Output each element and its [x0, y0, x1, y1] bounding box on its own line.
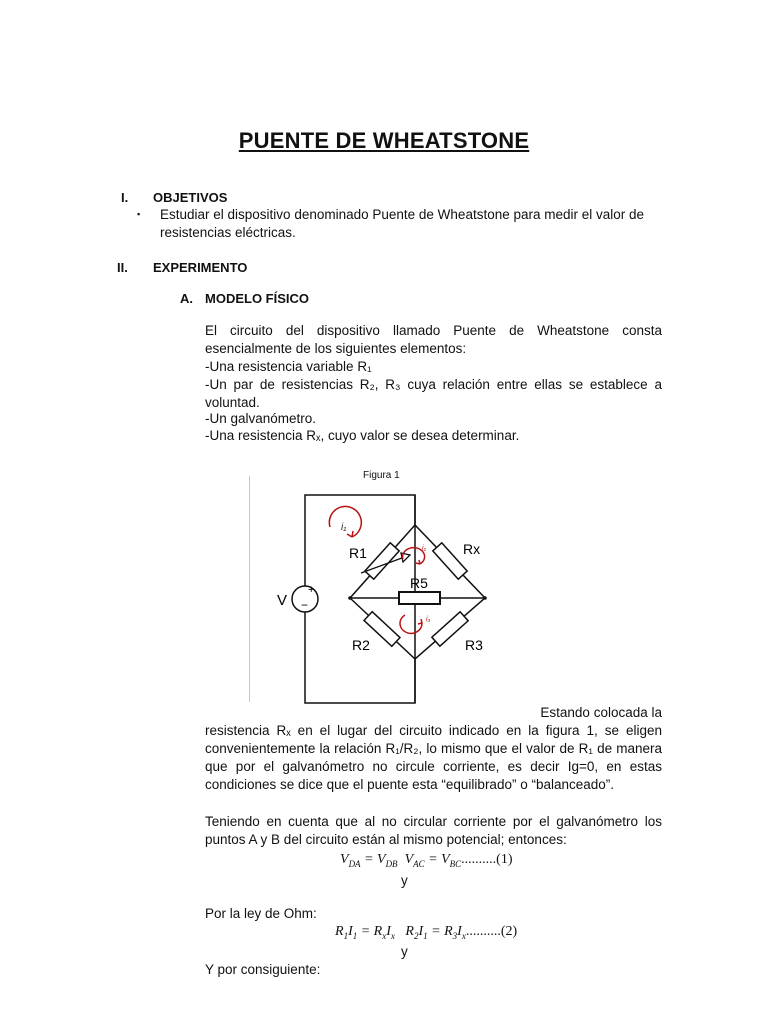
section-number-1: I.: [121, 190, 129, 205]
page-title: PUENTE DE WHEATSTONE: [238, 128, 530, 153]
element-resistor-pair: -Un par de resistencias R₂, R₃ cuya relación entre ellas se establece a voluntad.: [205, 377, 662, 410]
ohm-law-label: Por la ley de Ohm:: [205, 906, 317, 921]
current-label-1: i₁: [341, 522, 347, 533]
equation-1: $V_{DA} = V_{DB}$ $V_{AC} = V_{BC}..........(1)$: [340, 852, 513, 869]
objective-line-1: Estudiar el dispositivo denominado Puente de Wheatstone para medir el valor de: [160, 207, 645, 222]
bullet-icon: ▪: [137, 209, 141, 219]
subsection-letter-a: A.: [180, 291, 193, 306]
label-r2: R2: [352, 637, 370, 653]
resistor-r5-icon: [399, 592, 440, 604]
label-r5: R5: [410, 575, 428, 591]
figure-margin-rule: [249, 476, 250, 702]
current-label-3: i₃: [426, 616, 431, 623]
section-number-2: II.: [117, 260, 128, 275]
voltage-label: V: [277, 592, 288, 609]
current-label-2: i₂: [422, 545, 427, 552]
model-intro-paragraph: El circuito del dispositivo llamado Puente de Wheatstone consta esencialmente de los siguientes elementos:: [205, 323, 662, 356]
conjunction-y-1: y: [401, 873, 408, 888]
conclusion-label: Y por consiguiente:: [205, 962, 321, 977]
element-variable-resistor: -Una resistencia variable R₁: [205, 359, 372, 374]
label-r3: R3: [465, 637, 483, 653]
paragraph-2-body: Teniendo en cuenta que al no circular corriente por el galvanómetro los puntos A y B del circuito están al mismo potencial; entonces:: [205, 814, 662, 847]
section-heading-experimento: EXPERIMENTO: [153, 260, 248, 275]
equation-2: $R_1I_1 = R_xI_x$ $R_2I_1 = R_3I_x..........(2)$: [335, 924, 518, 941]
minus-sign: −: [301, 598, 309, 612]
element-galvanometer: -Un galvanómetro.: [205, 411, 317, 426]
paragraph-1-start: Estando colocada la: [540, 705, 662, 720]
plus-sign: +: [308, 584, 315, 596]
section-heading-objetivos: OBJETIVOS: [153, 190, 228, 205]
conjunction-y-2: y: [401, 944, 408, 959]
label-rx: Rx: [463, 541, 481, 557]
wheatstone-circuit-diagram: [260, 485, 500, 707]
figure-caption: Figura 1: [363, 470, 400, 481]
paragraph-1-body: resistencia Rₓ en el lugar del circuito indicado en la figura 1, se eligen convenientemente la relación R₁/R₂, lo mismo que el valor de R₁ de manera que por el galvanómetro no circule corriente, es decir Ig=0, en estas condiciones se dice que el puente esta “equilibrado” o “balanceado”.: [205, 723, 662, 792]
label-r1: R1: [349, 545, 367, 561]
subsection-heading-modelo-fisico: MODELO FÍSICO: [205, 291, 309, 306]
objective-line-2: resistencias eléctricas.: [160, 225, 296, 240]
element-unknown-resistor: -Una resistencia Rₓ, cuyo valor se desea determinar.: [205, 428, 520, 443]
resistor-r3-icon: [432, 612, 468, 646]
